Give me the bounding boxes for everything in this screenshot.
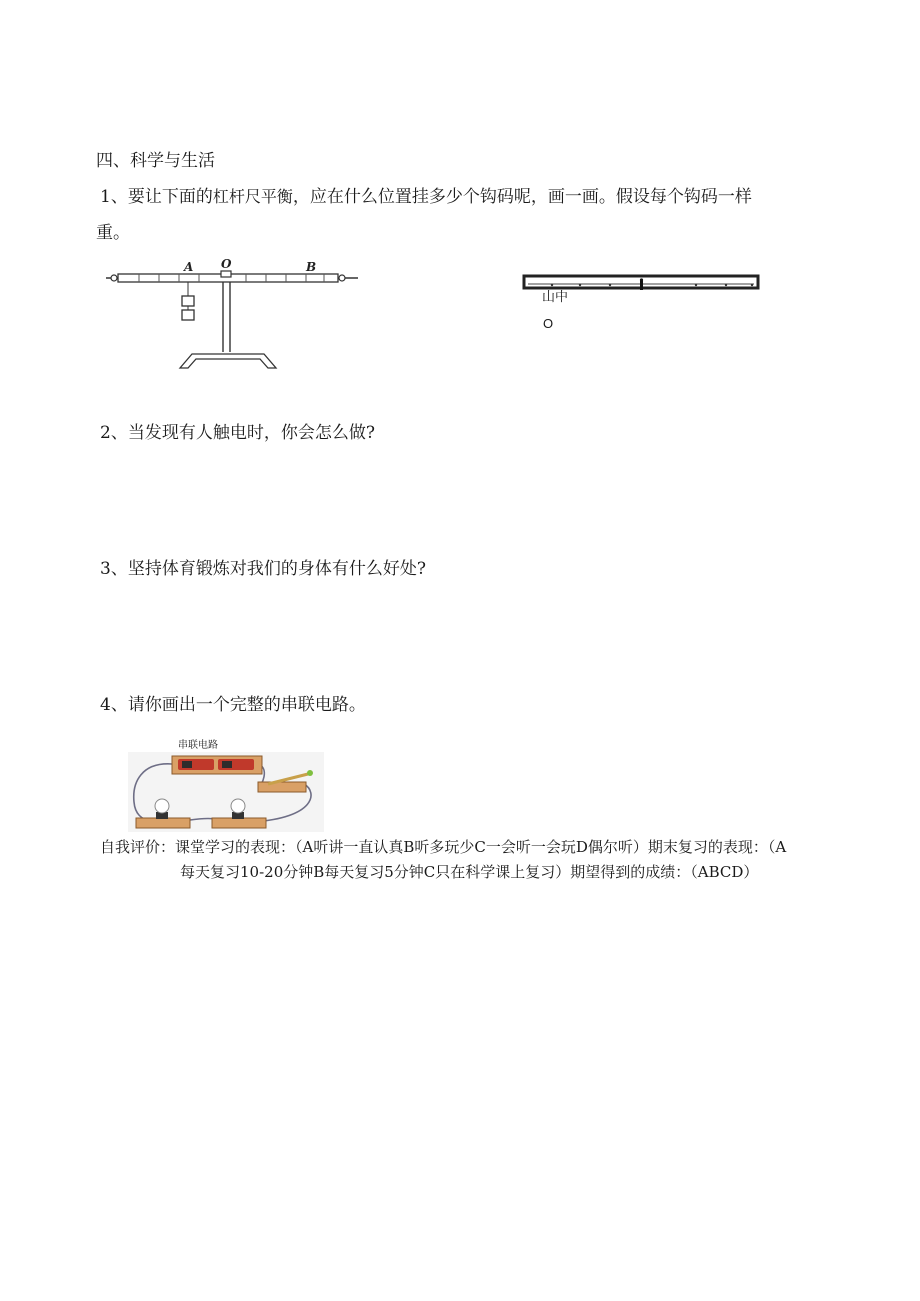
lever-left-knob: [111, 275, 117, 281]
question-3: 3、坚持体育锻炼对我们的身体有什么好处?: [100, 559, 426, 579]
question-1-line-2: 重。: [96, 223, 130, 243]
lever-label-o: O: [221, 257, 232, 271]
hook-weight-2: [182, 310, 194, 320]
bulb-2-glass: [231, 799, 245, 813]
ruler-hook-mark: 山中: [542, 289, 569, 304]
bulb-2-base: [212, 818, 266, 828]
self-evaluation-line-2: 每天复习10-20分钟B每天复习5分钟C只在科学课上复习）期望得到的成绩：（ABCD）: [180, 863, 759, 881]
question-2: 2、当发现有人触电时，你会怎么做?: [100, 423, 375, 443]
question-1-prefix: 1、要让下面的: [100, 187, 213, 207]
section-heading: 四、科学与生活: [96, 151, 215, 171]
lever-balance-figure: [104, 252, 360, 376]
hook-weight-1: [182, 296, 194, 306]
lever-label-b: B: [306, 260, 317, 274]
question-1-line-1: [100, 186, 752, 209]
question-1-suffix: ，应在什么位置挂多少个钩码呢，画一画。假设每个钩码一样: [292, 187, 752, 207]
bulb-1-glass: [155, 799, 169, 813]
bulb-1-base: [136, 818, 190, 828]
circuit-image-caption: 串联电路: [178, 740, 218, 751]
ruler-hook-ring: O: [543, 316, 554, 331]
series-circuit-image: [128, 752, 324, 832]
question-4: 4、请你画出一个完整的串联电路。: [100, 695, 366, 715]
lever-label-a: A: [184, 260, 194, 274]
ruler-center-mark: [640, 281, 643, 290]
knife-switch-base: [258, 782, 306, 792]
self-evaluation-line-1: 自我评价：课堂学习的表现：（A听讲一直认真B听多玩少C一会听一会玩D偶尔听）期末复习的表现：（A: [100, 838, 787, 856]
lever-pivot: [221, 271, 231, 277]
stand-base: [180, 354, 276, 368]
question-1-emphasis: 杠杆尺平衡: [212, 189, 293, 206]
lever-right-knob: [339, 275, 345, 281]
knife-switch-handle: [307, 770, 313, 776]
